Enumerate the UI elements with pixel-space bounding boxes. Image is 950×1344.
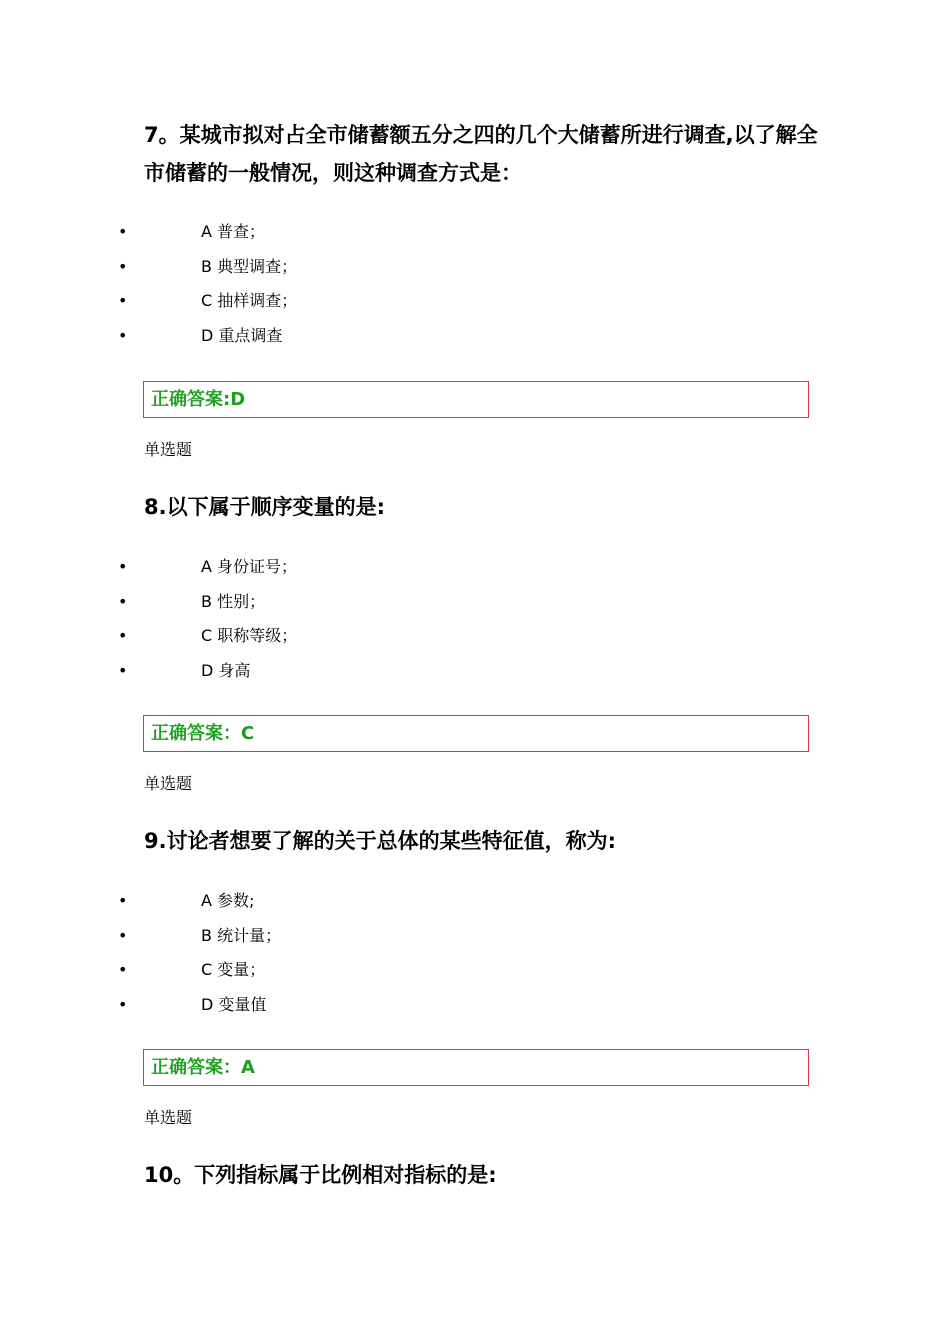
bullet-icon: • (118, 222, 128, 241)
option-label: C 抽样调查； (201, 291, 298, 310)
option-list (0, 222, 950, 360)
option-label: D 身高 (201, 660, 251, 680)
question-title: 10。下列指标属于比例相对指标的是: (144, 1163, 497, 1187)
correct-answer: 正确答案：A (151, 1057, 255, 1078)
bullet-icon: • (118, 325, 128, 345)
option-label: C 职称等级； (201, 626, 298, 645)
option-d[interactable] (0, 326, 950, 361)
question-title: 7。某城市拟对占全市储蓄额五分之四的几个大储蓄所进行调查,以了解全市储蓄的一般情况，则这种调查方式是： (144, 123, 818, 185)
option-label: A 身份证号； (201, 557, 298, 576)
bullet-icon: • (118, 291, 128, 310)
option-a[interactable] (0, 222, 950, 257)
correct-answer: 正确答案：C (151, 723, 255, 744)
option-list (0, 891, 950, 1029)
bullet-icon: • (118, 891, 128, 910)
answer-box (143, 715, 809, 752)
bullet-icon: • (118, 591, 128, 611)
question-title: 9.讨论者想要了解的关于总体的某些特征值，称为: (144, 829, 616, 853)
option-b[interactable] (0, 926, 950, 961)
option-d[interactable] (0, 995, 950, 1030)
option-label: B 性别； (201, 591, 266, 611)
bullet-icon: • (118, 256, 128, 276)
question-type: 单选题 (144, 1108, 193, 1127)
option-label: B 典型调查； (201, 256, 298, 276)
question-type: 单选题 (144, 440, 193, 459)
option-c[interactable] (0, 960, 950, 995)
question-title: 8.以下属于顺序变量的是: (144, 495, 385, 519)
option-b[interactable] (0, 257, 950, 292)
option-c[interactable] (0, 626, 950, 661)
option-b[interactable] (0, 592, 950, 627)
correct-answer: 正确答案:D (151, 389, 246, 410)
option-a[interactable] (0, 891, 950, 926)
bullet-icon: • (118, 660, 128, 680)
option-list (0, 557, 950, 695)
option-label: D 变量值 (201, 994, 267, 1014)
option-label: A 普查； (201, 222, 266, 241)
bullet-icon: • (118, 925, 128, 945)
bullet-icon: • (118, 557, 128, 576)
answer-box (143, 1049, 809, 1086)
option-c[interactable] (0, 291, 950, 326)
bullet-icon: • (118, 626, 128, 645)
bullet-icon: • (118, 960, 128, 979)
answer-box (143, 381, 809, 418)
bullet-icon: • (118, 994, 128, 1014)
option-a[interactable] (0, 557, 950, 592)
option-label: A 参数; (201, 891, 255, 910)
option-label: D 重点调查 (201, 325, 283, 345)
option-d[interactable] (0, 661, 950, 696)
option-label: C 变量； (201, 960, 266, 979)
option-label: B 统计量； (201, 925, 282, 945)
question-type: 单选题 (144, 774, 193, 793)
